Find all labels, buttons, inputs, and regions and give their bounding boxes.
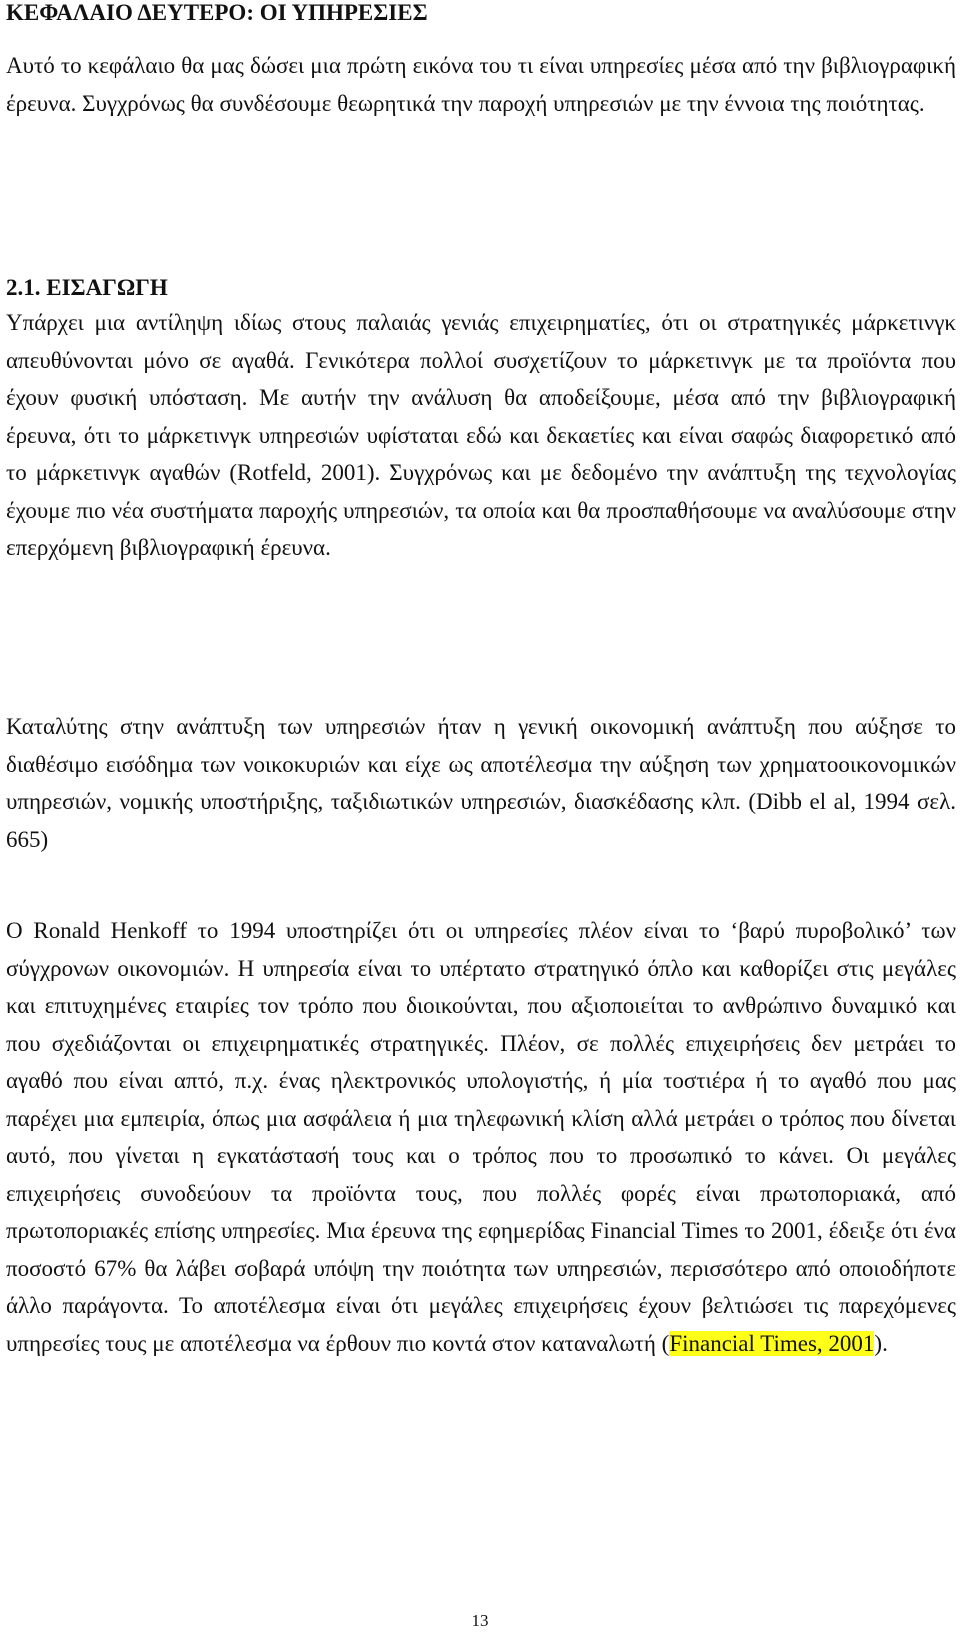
body-paragraph-1: Υπάρχει μια αντίληψη ιδίως στους παλαιάς γενιάς επιχειρηματίες, ότι οι στρατηγικές μάρκετινγκ απευθύνονται μόνο σε αγαθά. Γενικότερα πολλοί συσχετίζουν το μάρκετινγκ με τα προϊόντα που έχουν φυσική υπόσταση. Με αυτήν την ανάλυση θα αποδείξουμε, μέσα από την βιβλιογραφική έρευνα, ότι το μάρκετινγκ υπηρεσιών υφίσταται εδώ και δεκαετίες και είναι σαφώς διαφορετικό από το μάρκετινγκ αγαθών (Rotfeld, 2001). Συγχρόνως και με δεδομένο την ανάπτυξη της τεχνολογίας έχουμε πιο νέα συστήματα παροχής υπηρεσιών, τα οποία και θα προσπαθήσουμε να αναλύσουμε στην επερχόμενη βιβλιογραφική έρευνα. <box>6 310 956 560</box>
chapter-title: ΚΕΦΑΛΑΙΟ ΔΕΥΤΕΡΟ: ΟΙ ΥΠΗΡΕΣΙΕΣ <box>6 0 428 25</box>
body-paragraph-3 <box>6 912 956 1362</box>
section-heading: 2.1. ΕΙΣΑΓΩΓΗ <box>6 275 168 300</box>
page-number: 13 <box>471 1611 489 1630</box>
intro-paragraph: Αυτό το κεφάλαιο θα μας δώσει μια πρώτη εικόνα του τι είναι υπηρεσίες μέσα από την βιβλιογραφική έρευνα. Συγχρόνως θα συνδέσουμε θεωρητικά την παροχή υπηρεσιών με την έννοια της ποιότητας. <box>6 53 956 116</box>
paragraph-3-end: ). <box>874 1330 888 1356</box>
paragraph-3-text: Ο Ronald Henkoff το 1994 υποστηρίζει ότι οι υπηρεσίες πλέον είναι το ‘βαρύ πυροβολικό’ των σύγχρονων οικονομιών. Η υπηρεσία είναι το υπέρτατο στρατηγικό όπλο και καθορίζει στις μεγάλες και επιτυχημένες εταιρίες τον τρόπο που διοικούνται, που αξιοποιείται το ανθρώπινο δυναμικό και που σχεδιάζονται οι επιχειρηματικές στρατηγικές. Πλέον, σε πολλές επιχειρήσεις δεν μετράει το αγαθό που είναι απτό, π.χ. ένας ηλεκτρονικός υπολογιστής, ή μία τοστιέρα ή το αγαθό που μας παρέχει μια εμπειρία, όπως μια ασφάλεια ή μια τηλεφωνική κλίση αλλά μετράει ο τρόπος που δίνεται αυτό, που γίνεται η εγκατάστασή τους και ο τρόπος που το προσωπικό το κάνει. Οι μεγάλες επιχειρήσεις συνοδεύουν τα προϊόντα τους, που πολλές φορές είναι πρωτοποριακά, από πρωτοποριακές επίσης υπηρεσίες. Μια έρευνα της εφημερίδας Financial Times το 2001, έδειξε ότι ένα ποσοστό 67% θα λάβει σοβαρά υπόψη την ποιότητα των υπηρεσιών, περισσότερο από οποιοδήποτε άλλο παράγοντα. Το αποτέλεσμα είναι ότι μεγάλες επιχειρήσεις έχουν βελτιώσει τις παρεχόμενες υπηρεσίες τους με αποτέλεσμα να έρθουν πιο κοντά στον καταναλωτή ( <box>6 918 956 1356</box>
body-paragraph-2: Καταλύτης στην ανάπτυξη των υπηρεσιών ήταν η γενική οικονομική ανάπτυξη που αύξησε το διαθέσιμο εισόδημα των νοικοκυριών και είχε ως αποτέλεσμα την αύξηση των χρηματοοικονομικών υπηρεσιών, νομικής υποστήριξης, ταξιδιωτικών υπηρεσιών, διασκέδασης κλπ. (Dibb el al, 1994 σελ. 665) <box>6 714 956 852</box>
highlighted-citation: Financial Times, 2001 <box>669 1330 875 1356</box>
